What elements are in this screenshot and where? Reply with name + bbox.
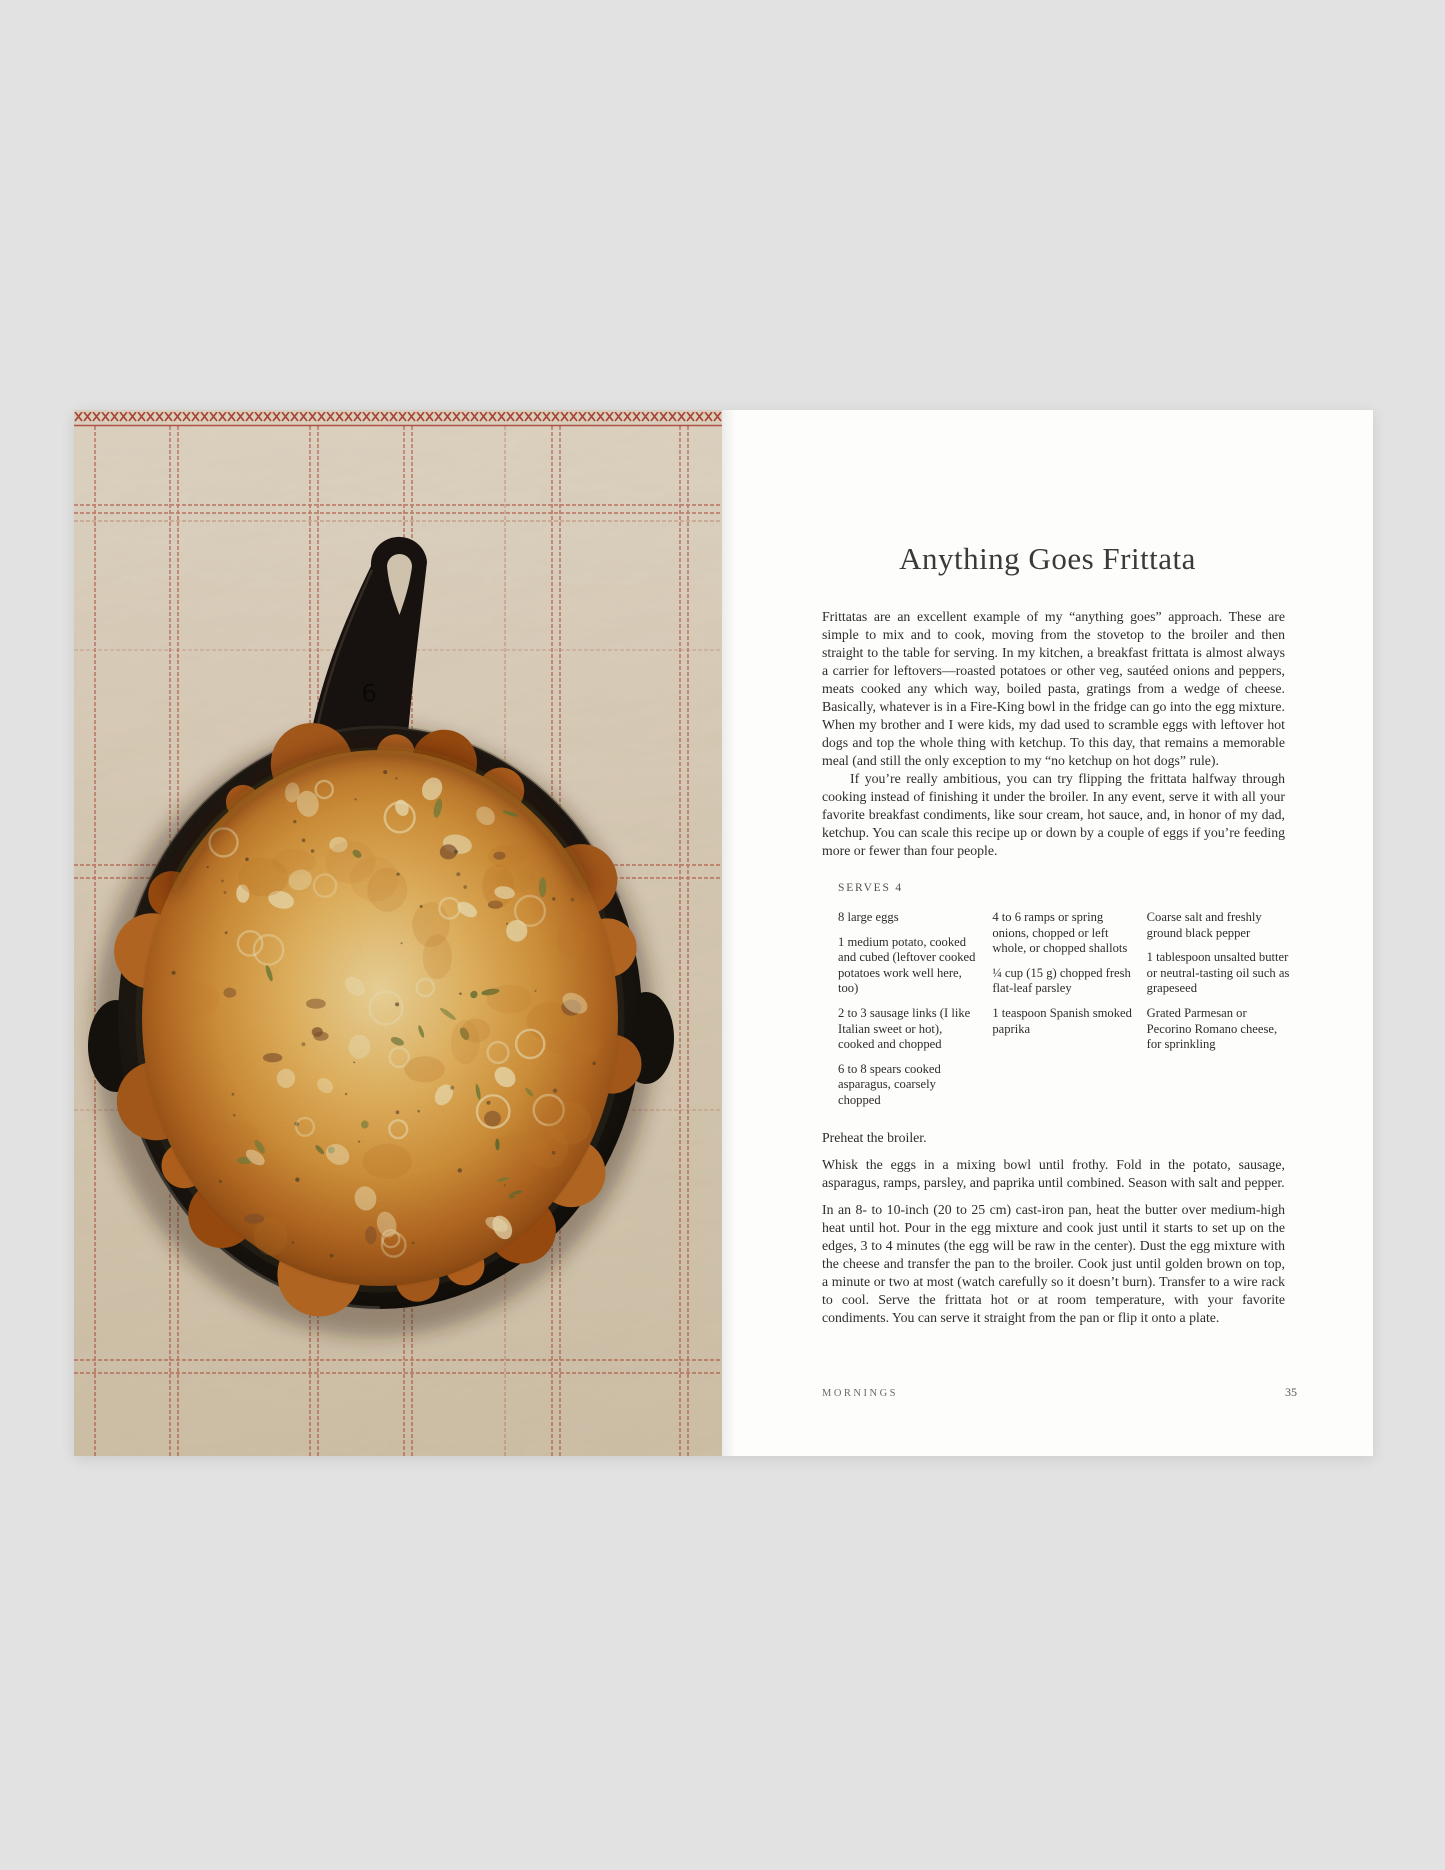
ingredient-item: 6 to 8 spears cooked asparagus, coarsely chopped [838,1061,941,1107]
instruction-paragraph: Preheat the broiler. [822,1130,927,1145]
ingredient-item: Grated Parmesan or Pecorino Romano cheese, for sprinkling [1146,1005,1278,1052]
page-footer [822,1385,1297,1400]
instruction-paragraph: In an 8- to 10-inch (20 to 25 cm) cast-iron pan, heat the butter over medium-high heat until hot. Pour in the egg mixture and cook just until it starts to set up on the edges, 3 to 4 minutes (the egg will be raw in the center). Dust the egg mixture with the cheese and transfer the pan to the broiler. Cook just until golden brown on top, a minute or two at most (watch carefully so it doesn’t burn). Transfer to a wire rack to cool. Serve the frittata hot or at room temperature, with your favorite condiments. You can serve it straight from the pan or flip it onto a plate. [822,1202,1285,1325]
ingredients-list [838,910,1290,1118]
recipe-intro [822,608,1285,860]
ingredient-item: 8 large eggs [838,910,899,924]
book-spread [74,410,1373,1456]
ingredient-item: 1 tablespoon unsalted butter or neutral-tasting oil such as grapeseed [1146,950,1290,996]
cross-stitch-border [74,412,722,426]
ingredients-column-2 [992,910,1135,1118]
footer-page-number: 35 [1285,1385,1297,1399]
ingredient-item: 4 to 6 ramps or spring onions, chopped or left whole, or chopped shallots [992,910,1128,956]
recipe-instructions [822,1129,1285,1336]
ingredients-column-1 [838,910,981,1118]
instruction-paragraph: Whisk the eggs in a mixing bowl until frothy. Fold in the potato, sausage, asparagus, ramps, parsley, and paprika until combined. Season with salt and pepper. [822,1157,1285,1190]
footer-section-label: MORNINGS [822,1388,899,1399]
serves-label: SERVES 4 [838,882,903,894]
ingredient-item: 1 medium potato, cooked and cubed (leftover cooked potatoes work well here, too) [838,934,976,996]
skillet-size-mark: 6 [360,678,378,708]
recipe-title: Anything Goes Frittata [899,541,1196,576]
ingredient-item: Coarse salt and freshly ground black pepper [1146,910,1262,940]
left-page-photo [74,410,722,1456]
intro-paragraph: Frittatas are an excellent example of my “anything goes” approach. These are simple to mix and to cook, moving from the stovetop to the broiler and then straight to the table for serving. In my kitchen, a breakfast frittata is almost always a carrier for leftovers—roasted potatoes or other veg, sautéed onions and peppers, meats cooked any which way, boiled pasta, gratings from a wedge of cheese. Basically, whatever is in a Fire-King bowl in the fridge can go into the egg mixture. When my brother and I were kids, my dad used to scramble eggs with leftover hot dogs and top the whole thing with ketchup. To this day, that remains a memorable meal (and still the only exception to my “no ketchup on hot dogs” rule). [822,609,1285,768]
ingredient-item: 1 teaspoon Spanish smoked paprika [992,1005,1132,1036]
ingredients-column-3 [1147,910,1290,1118]
right-page-recipe [722,410,1373,1456]
ingredient-item: ¼ cup (15 g) chopped fresh flat-leaf parsley [992,965,1131,996]
ingredient-item: 2 to 3 sausage links (I like Italian sweet or hot), cooked and chopped [838,1005,971,1052]
frittata-photo-svg [74,410,722,1456]
intro-paragraph: If you’re really ambitious, you can try flipping the frittata halfway through cooking instead of finishing it under the broiler. In any event, serve it with all your favorite breakfast condiments, like sour cream, hot sauce, and, in honor of my dad, ketchup. You can scale this recipe up or down by a couple of eggs if you’re feeding more or fewer than four people. [822,771,1285,858]
